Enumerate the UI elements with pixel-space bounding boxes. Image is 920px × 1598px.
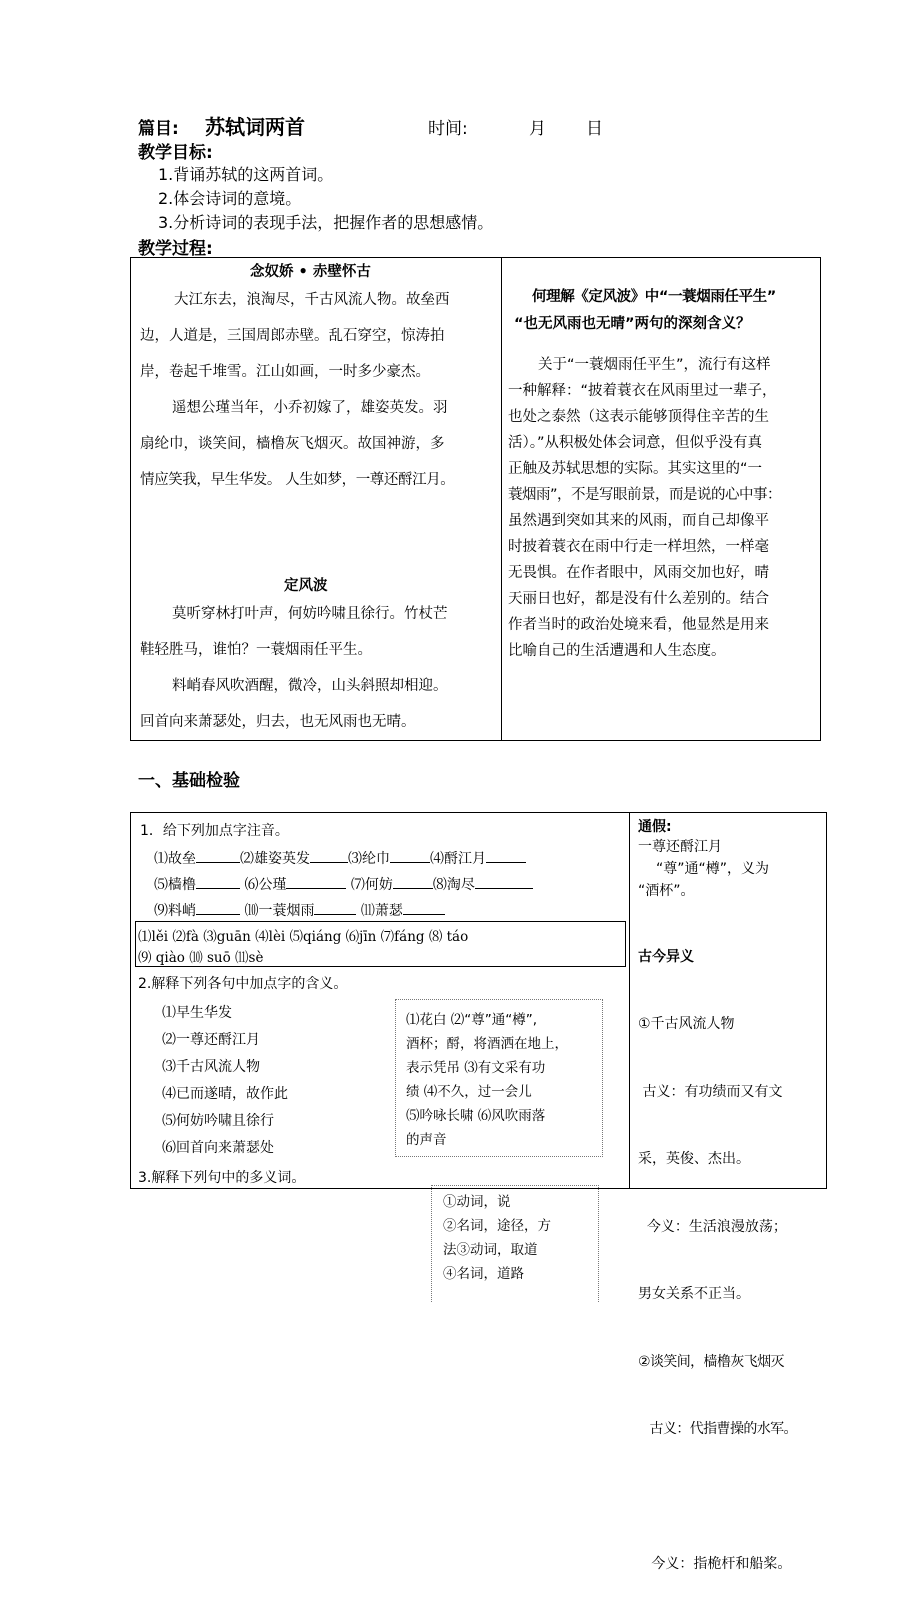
poem-line: 回首向来萧瑟处，归去，也无风雨也无晴。 bbox=[140, 714, 416, 730]
poem-line: 莫听穿林打叶声，何妨吟啸且徐行。竹杖芒 bbox=[172, 606, 448, 622]
answer-line: 时披着蓑衣在雨中行走一样坦然，一样毫 bbox=[508, 539, 769, 555]
q2-answer-line: 表示凭吊 ⑶有文采有功 bbox=[406, 1060, 546, 1076]
q2-item: ⑴早生华发 bbox=[162, 1005, 232, 1021]
guji-line: ②谈笑间，樯橹灰飞烟灭 bbox=[638, 1353, 784, 1370]
q1-answer-line: ⑼ qiào ⑽ suō ⑾sè bbox=[138, 950, 264, 966]
answer-blank[interactable] bbox=[196, 874, 240, 889]
answer-line: 关于“一蓑烟雨任平生”，流行有这样 bbox=[538, 357, 771, 373]
q1-item: ⑻淘尽 bbox=[432, 877, 475, 893]
answer-line: 正触及苏轼思想的实际。其实这里的“一 bbox=[508, 461, 763, 477]
poem-line: 岸，卷起千堆雪。江山如画，一时多少豪杰。 bbox=[140, 364, 430, 380]
answer-blank[interactable] bbox=[390, 848, 430, 863]
goal-item: 1.背诵苏轼的这两首词。 bbox=[158, 165, 334, 184]
answer-line: 也处之泰然（这表示能够顶得住辛苦的生 bbox=[508, 409, 769, 425]
answer-blank[interactable] bbox=[196, 848, 240, 863]
table-divider bbox=[501, 257, 502, 741]
q2-item: ⑹回首向来萧瑟处 bbox=[162, 1140, 274, 1156]
analysis-answer bbox=[508, 352, 820, 664]
guji-heading: 古今异义 bbox=[638, 949, 694, 965]
q3-answer-line: ①动词，说 bbox=[443, 1194, 511, 1210]
guji-line: 今义：生活浪漫放荡； bbox=[638, 1218, 787, 1235]
guji-line: 男女关系不正当。 bbox=[638, 1286, 750, 1302]
analysis-question bbox=[508, 284, 818, 338]
process-heading: 教学过程: bbox=[138, 239, 213, 259]
tongjia-line: “尊”通“樽”，义为 bbox=[656, 861, 770, 877]
poem1-title: 念奴娇 • 赤壁怀古 bbox=[250, 263, 371, 280]
guji-line: ①千古风流人物 bbox=[638, 1016, 735, 1032]
q1-text: 1．给下列加点字注音。 bbox=[140, 823, 289, 839]
q1-row bbox=[154, 874, 533, 894]
poem-line: 遥想公瑾当年，小乔初嫁了，雄姿英发。羽 bbox=[172, 400, 448, 416]
exercise-divider bbox=[629, 812, 630, 1189]
guji-line: 古义：有功绩而又有文 bbox=[638, 1083, 783, 1100]
q3-answer-line: ②名词，途径，方 bbox=[443, 1218, 551, 1234]
q3-text: 3.解释下列句中的多义词。 bbox=[138, 1170, 306, 1186]
q1-item: ⑵雄姿英发 bbox=[240, 851, 310, 867]
page-title: 苏轼词两首 bbox=[205, 115, 305, 139]
answer-blank[interactable] bbox=[486, 848, 526, 863]
tongjia-line: “酒杯”。 bbox=[638, 883, 695, 899]
q2-item: ⑸何妨吟啸且徐行 bbox=[162, 1113, 274, 1129]
q1-row bbox=[154, 848, 526, 868]
q2-answer-line: 的声音 bbox=[406, 1132, 447, 1148]
answer-line: 无畏惧。在作者眼中，风雨交加也好，晴 bbox=[508, 565, 769, 581]
poem-line: 扇纶巾，谈笑间，樯橹灰飞烟灭。故国神游，多 bbox=[140, 436, 445, 452]
poem-line: 鞋轻胜马，谁怕？一蓑烟雨任平生。 bbox=[140, 642, 372, 658]
answer-blank[interactable] bbox=[403, 900, 445, 915]
q2-item: ⑵一尊还酹江月 bbox=[162, 1032, 260, 1048]
goal-item: 2.体会诗词的意境。 bbox=[158, 189, 302, 208]
guji-line: 今义：指桅杆和船桨。 bbox=[638, 1555, 792, 1572]
poem-line: 情应笑我，早生华发。 人生如梦，一尊还酹江月。 bbox=[140, 472, 455, 488]
answer-line: 一种解释：“披着蓑衣在风雨里过一辈子， bbox=[508, 383, 777, 399]
question-line: “也无风雨也无晴”两句的深刻含义？ bbox=[514, 316, 751, 332]
section1-heading: 一、基础检验 bbox=[138, 771, 240, 791]
poem-line: 边，人道是，三国周郎赤壁。乱石穿空，惊涛拍 bbox=[140, 328, 445, 344]
answer-line: 蓑烟雨”，不是写眼前景，而是说的心中事： bbox=[508, 487, 782, 503]
q3-answer-line: 法③动词，取道 bbox=[443, 1242, 538, 1258]
q2-item: ⑶千古风流人物 bbox=[162, 1059, 260, 1075]
q1-item: ⑴故垒 bbox=[154, 851, 196, 867]
q1-item: ⑸樯橹 bbox=[154, 877, 196, 893]
answer-line: 虽然遇到突如其来的风雨，而自己却像平 bbox=[508, 513, 769, 529]
answer-line: 天丽日也好，都是没有什么差别的。结合 bbox=[508, 591, 769, 607]
q2-answer-line: 酒杯；酹，将酒洒在地上， bbox=[406, 1036, 568, 1052]
title-label: 篇目: bbox=[138, 119, 179, 139]
q1-item: ⑽一蓑烟雨 bbox=[240, 903, 315, 919]
guji-line: 采，英俊、杰出。 bbox=[638, 1151, 750, 1167]
poem2-title: 定风波 bbox=[284, 577, 328, 594]
answer-blank[interactable] bbox=[196, 900, 240, 915]
goal-item: 3.分析诗词的表现手法，把握作者的思想感情。 bbox=[158, 213, 494, 232]
answer-blank[interactable] bbox=[475, 874, 533, 889]
goals-heading: 教学目标: bbox=[138, 143, 213, 163]
q2-items bbox=[162, 1000, 288, 1162]
q1-item: ⑶纶巾 bbox=[348, 851, 390, 867]
answer-blank[interactable] bbox=[393, 874, 433, 889]
tongjia-notes bbox=[638, 836, 824, 902]
answer-line: 活）。”从积极处体会词意，但似乎没有真 bbox=[508, 435, 763, 451]
answer-blank[interactable] bbox=[314, 900, 356, 915]
q2-answer-line: ⑴花白 ⑵“尊”通“樽”, bbox=[406, 1012, 538, 1028]
poem2-body bbox=[140, 596, 500, 740]
q1-answer-line: ⑴lěi ⑵fà ⑶guān ⑷lèi ⑸qiáng ⑹jīn ⑺fáng ⑻ táo bbox=[138, 929, 469, 945]
answer-line: 比喻自己的生活遭遇和人生态度。 bbox=[508, 643, 726, 659]
time-label: 时间: bbox=[428, 119, 468, 139]
tongjia-line: 一尊还酹江月 bbox=[638, 839, 722, 855]
q2-answer-line: 绩 ⑷不久，过一会儿 bbox=[406, 1084, 532, 1100]
q2-answer-line: ⑸吟咏长啸 ⑹风吹雨落 bbox=[406, 1108, 546, 1124]
q3-answer-line: ④名词，道路 bbox=[443, 1266, 524, 1282]
answer-line: 作者当时的政治处境来看，他显然是用来 bbox=[508, 617, 769, 633]
q2-item: ⑷已而遂晴，故作此 bbox=[162, 1086, 288, 1102]
poem-line: 大江东去，浪淘尽，千古风流人物。故垒西 bbox=[174, 292, 450, 308]
q1-row bbox=[154, 900, 445, 920]
poem1-body bbox=[140, 282, 500, 498]
q2-answers bbox=[406, 1008, 602, 1152]
guji-notes bbox=[638, 968, 826, 1598]
q1-item: ⑺何妨 bbox=[346, 877, 393, 893]
answer-blank[interactable] bbox=[286, 874, 346, 889]
guji-line bbox=[638, 1486, 826, 1508]
poem-line: 料峭春风吹酒醒，微冷，山头斜照却相迎。 bbox=[172, 678, 448, 694]
tongjia-heading: 通假: bbox=[638, 819, 672, 835]
q3-answers bbox=[443, 1190, 597, 1286]
q1-item: ⑹公瑾 bbox=[240, 877, 287, 893]
q1-item: ⑷酹江月 bbox=[430, 851, 486, 867]
answer-blank[interactable] bbox=[310, 848, 348, 863]
question-line: 何理解《定风波》中“一蓑烟雨任平生” bbox=[532, 289, 776, 305]
month-label: 月 bbox=[529, 119, 546, 139]
q2-text: 2.解释下列各句中加点字的含义。 bbox=[138, 976, 348, 992]
q1-item: ⑼料峭 bbox=[154, 903, 196, 919]
guji-line: 古义：代指曹操的水军。 bbox=[638, 1421, 797, 1437]
q1-item: ⑾萧瑟 bbox=[356, 903, 403, 919]
day-label: 日 bbox=[586, 119, 603, 139]
